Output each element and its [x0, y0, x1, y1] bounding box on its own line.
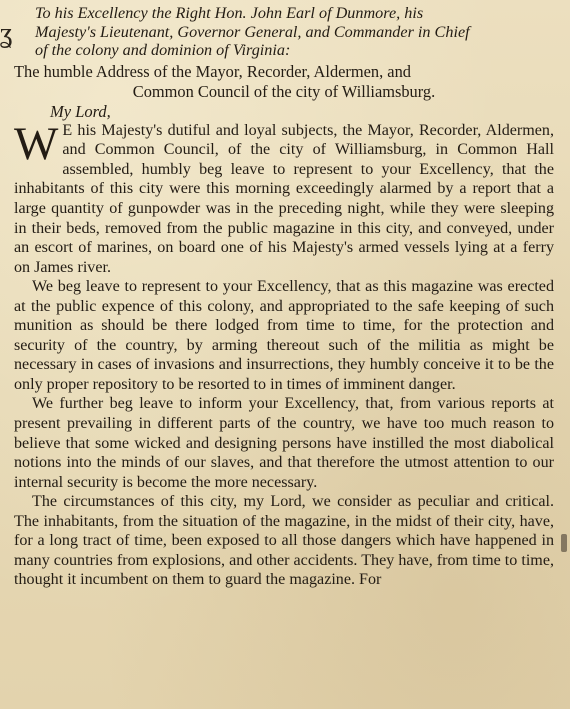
address-heading [35, 4, 554, 60]
paragraph-1-text: E his Majesty's dutiful and loyal subjects, the Mayor, Recorder, Aldermen, and Common Council, of the city of Williamsburg, in Common Hall assembled, humbly beg leave to represent to your Excellency, that the inhabitants of this city were this morning exceedingly alarmed by a report that a large quantity of gunpowder was in the preceding night, while they were sleeping in their beds, removed from the public magazine in this city, and conveyed, under an escort of marines, on board one of his Majesty's armed vessels lying at a ferry on James river. [14, 121, 554, 276]
address-subtitle [14, 62, 554, 102]
subtitle-line-1: The humble Address of the Mayor, Recorder, Aldermen, and [14, 61, 411, 81]
greeting: My Lord, [50, 101, 111, 121]
document-content [14, 4, 554, 590]
address-line-1: To his Excellency the Right Hon. John Earl of Dunmore, his [35, 4, 424, 22]
paragraph-3: We further beg leave to inform your Excellency, that, from various reports at present prevailing in different parts of the country, we have too much reason to believe that some wicked and designing persons have instilled the most diabolical notions into the minds of our slaves, and that therefore the utmost attention to our internal security is become the more necessary. [14, 395, 554, 491]
margin-smudge [561, 534, 567, 552]
paragraph-1 [14, 117, 554, 277]
address-line-2: Majesty's Lieutenant, Governor General, and Commander in Chief [35, 22, 470, 41]
address-body [14, 117, 554, 590]
address-line-3: of the colony and dominion of Virginia: [35, 41, 291, 60]
drop-cap: W [14, 117, 59, 170]
margin-mark: ʓ [0, 18, 13, 49]
subtitle-line-2: Common Council of the city of Williamsburg. [132, 81, 436, 101]
paragraph-4: The circumstances of this city, my Lord, we consider as peculiar and critical. The inhabitants, from the situation of the magazine, in the midst of their city, have, for a long tract of time, been exposed to all those dangers which have happened in many countries from explosions, and other accidents. They have, from time to time, thought it incumbent on them to guard the magazine. For [14, 493, 554, 589]
paragraph-2: We beg leave to represent to your Excellency, that as this magazine was erected at the public expence of this colony, and appropriated to the safe keeping of such munition as should be there lodged from time to time, for the protection and security of the country, by arming thereout such of the militia as might be necessary in cases of invasions and insurrections, they humbly conceive it to be the only proper repository to be resorted to in times of imminent danger. [14, 278, 554, 393]
